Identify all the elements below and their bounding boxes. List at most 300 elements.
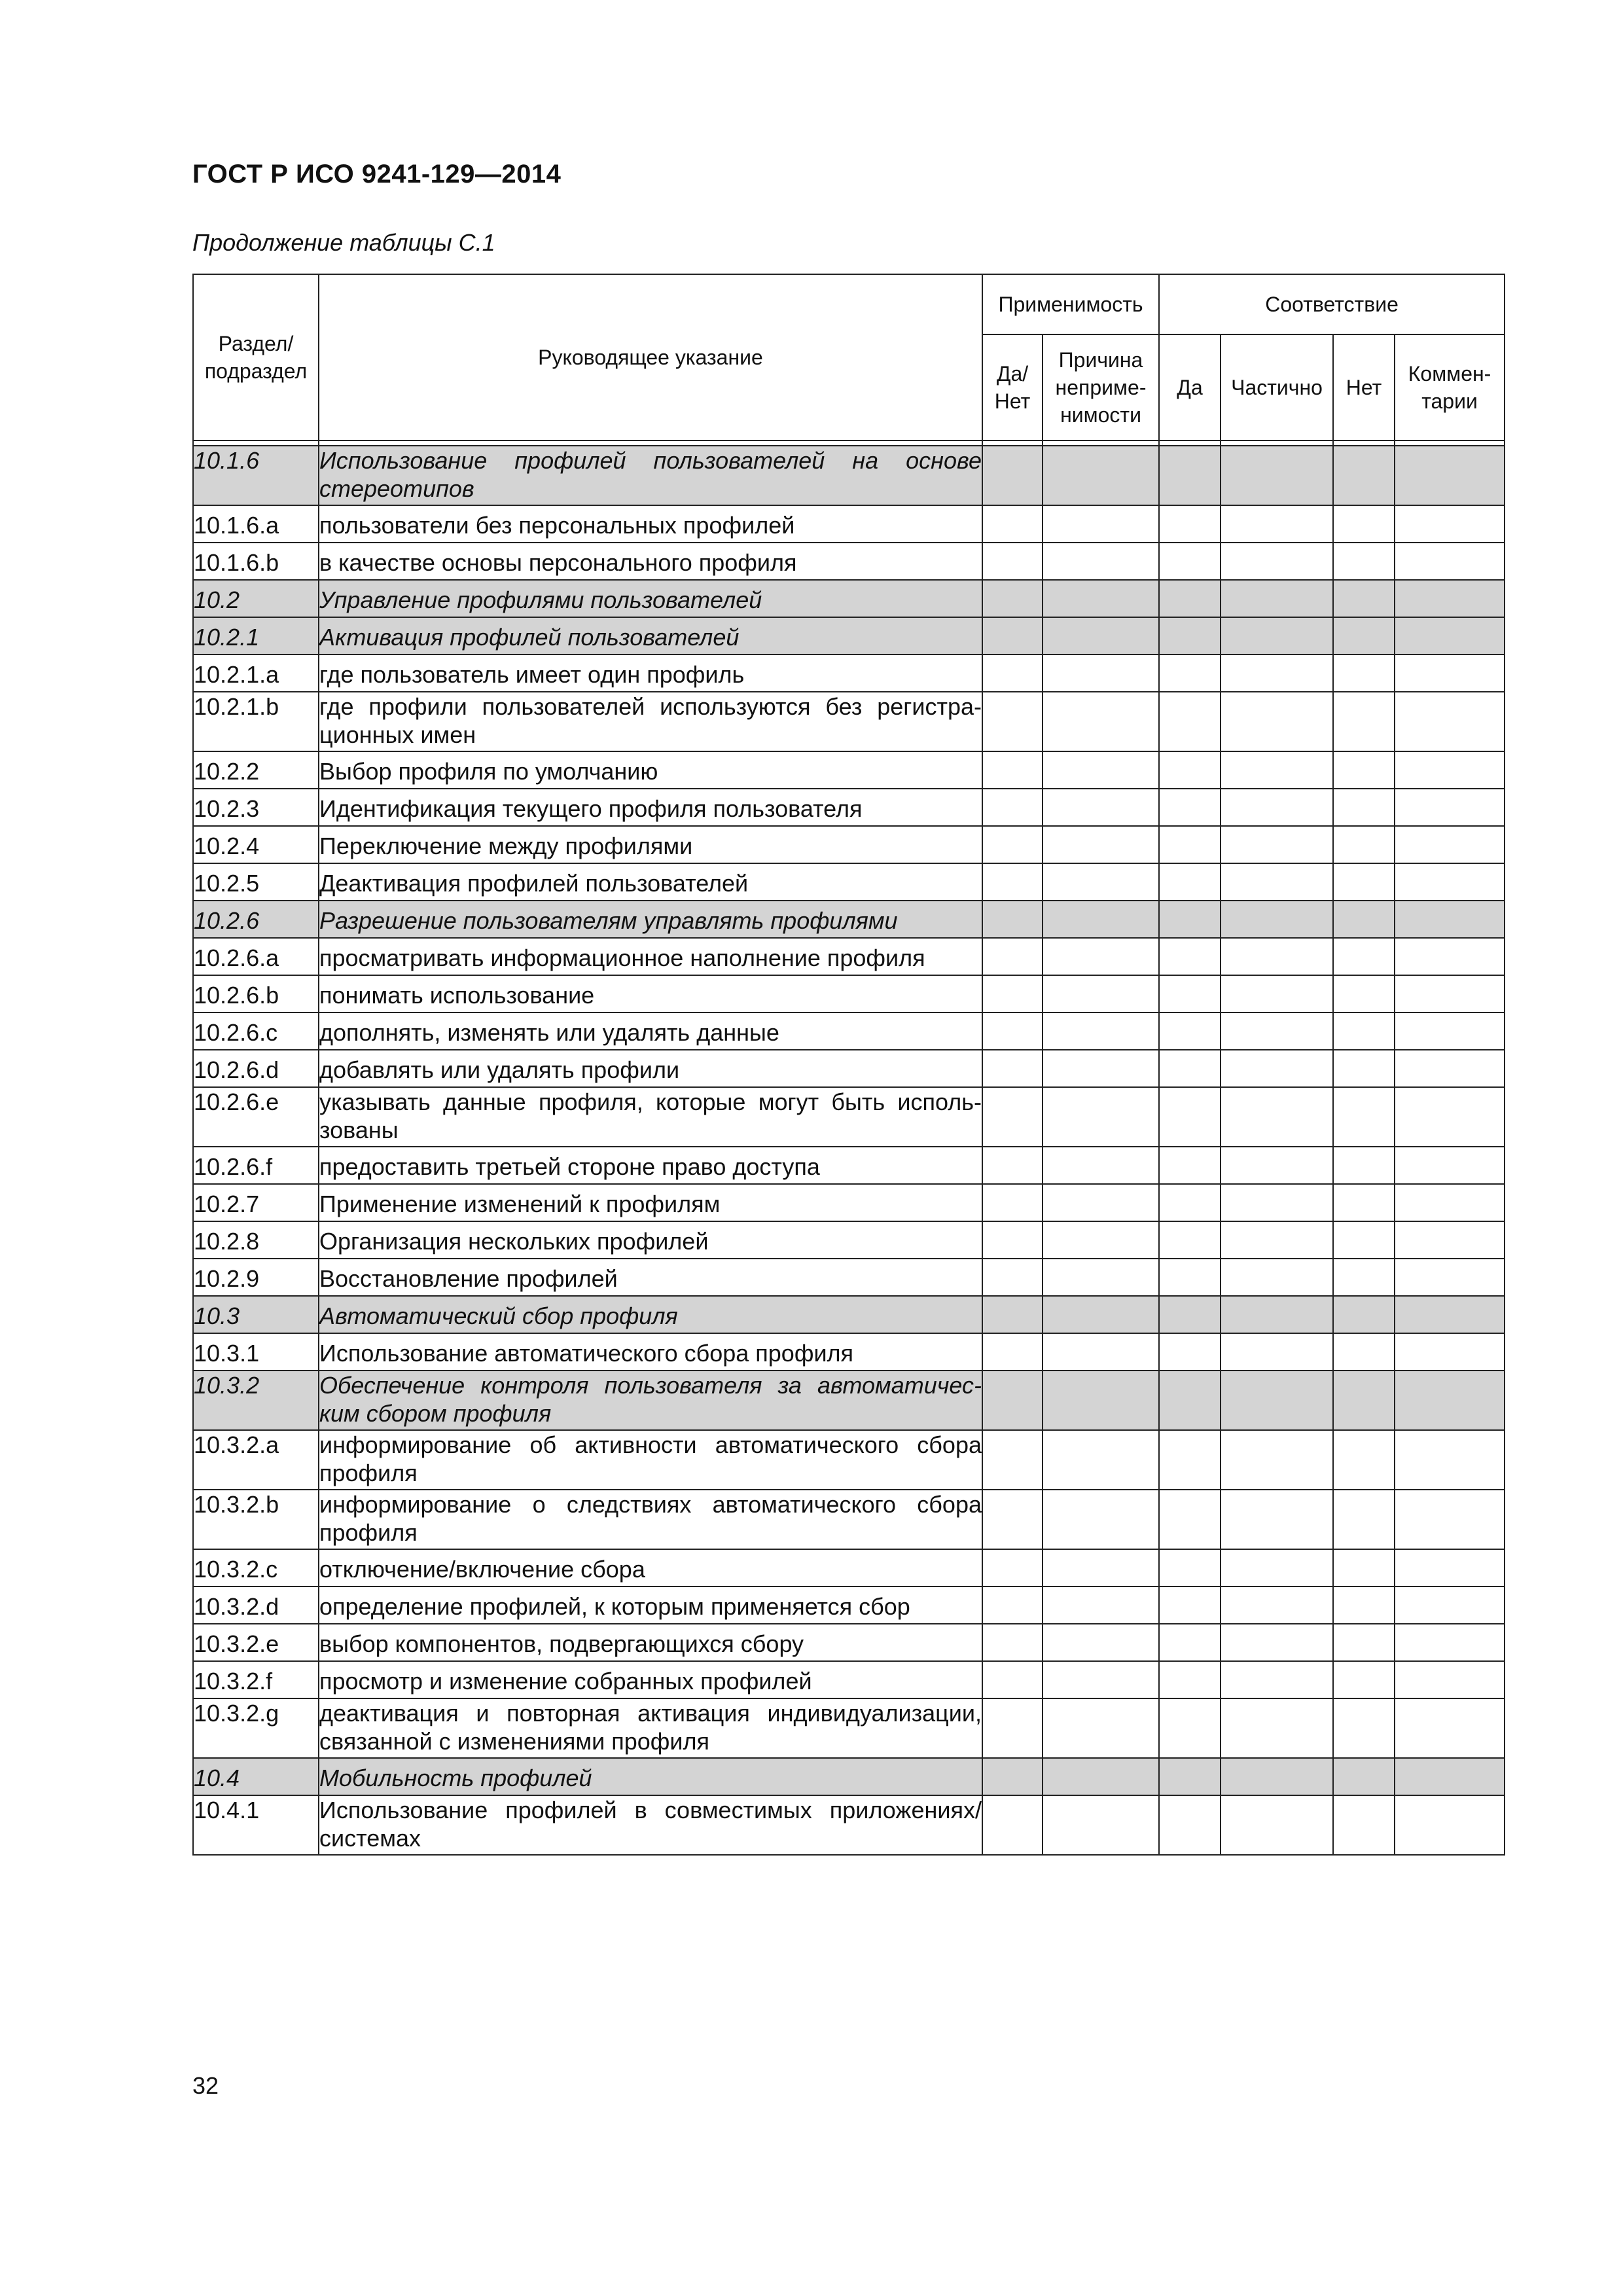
table-row [193,1549,1505,1587]
guidance-text-cell: где пользователь имеет один профиль [319,655,982,692]
column-header-guidance: Руководящее указание [319,274,982,440]
conformance-yes-cell [1159,617,1221,655]
table-row [193,692,1505,751]
conformance-no-cell [1333,543,1395,580]
conformance-partial-cell [1221,1050,1333,1087]
conformance-yes-cell [1159,1184,1221,1221]
comments-cell [1395,1624,1505,1661]
comments-cell [1395,1147,1505,1184]
conformance-no-cell [1333,938,1395,975]
table-row [193,655,1505,692]
section-code-cell: 10.2.1.a [193,655,319,692]
yes-no-cell [982,543,1043,580]
yes-no-cell [982,751,1043,789]
reason-cell [1043,1296,1159,1333]
column-header-partial: Частично [1221,334,1333,440]
comments-cell [1395,1333,1505,1371]
table-row [193,789,1505,826]
section-code-cell: 10.3.2.c [193,1549,319,1587]
guidance-text-cell: Управление профилями пользователей [319,580,982,617]
table-body [193,446,1505,1855]
conformance-no-cell [1333,655,1395,692]
conformance-no-cell [1333,751,1395,789]
table-row [193,863,1505,901]
conformance-no-cell [1333,617,1395,655]
conformance-partial-cell [1221,863,1333,901]
conformance-no-cell [1333,789,1395,826]
guidance-text-cell: выбор компонентов, подвергающихся сбору [319,1624,982,1661]
comments-cell [1395,505,1505,543]
comments-cell [1395,617,1505,655]
conformance-partial-cell [1221,1013,1333,1050]
conformance-partial-cell [1221,1296,1333,1333]
table-row [193,1259,1505,1296]
section-code-cell: 10.1.6.a [193,505,319,543]
conformance-no-cell [1333,1698,1395,1758]
conformance-yes-cell [1159,1013,1221,1050]
comments-cell [1395,789,1505,826]
comments-cell [1395,1661,1505,1698]
section-code-cell: 10.3.2.f [193,1661,319,1698]
column-header-applicability: Применимость [982,274,1159,334]
reason-cell [1043,1371,1159,1430]
guidance-text-cell: Деактивация профилей пользователей [319,863,982,901]
conformance-yes-cell [1159,446,1221,505]
conformance-yes-cell [1159,1587,1221,1624]
section-code-cell: 10.4.1 [193,1795,319,1855]
conformance-yes-cell [1159,655,1221,692]
guidance-text-cell: Выбор профиля по умолчанию [319,751,982,789]
conformance-no-cell [1333,1758,1395,1795]
section-code-cell: 10.1.6 [193,446,319,505]
section-row [193,580,1505,617]
conformance-yes-cell [1159,975,1221,1013]
section-row [193,1296,1505,1333]
guidance-text-cell: Восстановление профилей [319,1259,982,1296]
comments-cell [1395,1758,1505,1795]
conformance-no-cell [1333,1490,1395,1549]
yes-no-cell [982,655,1043,692]
section-code-cell: 10.2.6.a [193,938,319,975]
conformance-no-cell [1333,1184,1395,1221]
reason-cell [1043,1430,1159,1490]
comments-cell [1395,826,1505,863]
yes-no-cell [982,1430,1043,1490]
conformance-yes-cell [1159,1087,1221,1147]
conformance-partial-cell [1221,938,1333,975]
reason-cell [1043,1087,1159,1147]
conformance-yes-cell [1159,1795,1221,1855]
guidance-text-cell: Организация нескольких профилей [319,1221,982,1259]
conformance-partial-cell [1221,1549,1333,1587]
conformance-no-cell [1333,826,1395,863]
conformance-yes-cell [1159,1371,1221,1430]
table-row [193,938,1505,975]
conformance-yes-cell [1159,751,1221,789]
table-row [193,1147,1505,1184]
table-continuation-caption: Продолжение таблицы С.1 [192,229,495,256]
yes-no-cell [982,1795,1043,1855]
section-code-cell: 10.1.6.b [193,543,319,580]
yes-no-cell [982,975,1043,1013]
comments-cell [1395,863,1505,901]
table-row [193,1221,1505,1259]
reason-cell [1043,901,1159,938]
conformance-yes-cell [1159,580,1221,617]
conformance-no-cell [1333,1549,1395,1587]
conformance-yes-cell [1159,1147,1221,1184]
conformance-partial-cell [1221,975,1333,1013]
conformance-no-cell [1333,1587,1395,1624]
conformance-no-cell [1333,975,1395,1013]
yes-no-cell [982,1296,1043,1333]
conformance-partial-cell [1221,505,1333,543]
conformance-yes-cell [1159,1221,1221,1259]
comments-cell [1395,446,1505,505]
conformance-yes-cell [1159,1490,1221,1549]
conformance-partial-cell [1221,789,1333,826]
comments-cell [1395,1087,1505,1147]
conformance-partial-cell [1221,826,1333,863]
column-header-comments: Коммен- тарии [1395,334,1505,440]
reason-cell [1043,1549,1159,1587]
conformance-partial-cell [1221,901,1333,938]
comments-cell [1395,1296,1505,1333]
conformance-partial-cell [1221,1795,1333,1855]
document-title: ГОСТ Р ИСО 9241-129—2014 [192,160,562,188]
conformance-yes-cell [1159,1624,1221,1661]
section-code-cell: 10.2.6.f [193,1147,319,1184]
conformance-partial-cell [1221,1698,1333,1758]
yes-no-cell [982,1333,1043,1371]
comments-cell [1395,1587,1505,1624]
conformance-partial-cell [1221,1184,1333,1221]
guidance-text-cell: отключение/включение сбора [319,1549,982,1587]
reason-cell [1043,446,1159,505]
conformance-no-cell [1333,863,1395,901]
yes-no-cell [982,617,1043,655]
guidance-text-cell: Идентификация текущего профиля пользователя [319,789,982,826]
section-code-cell: 10.2.6.d [193,1050,319,1087]
comments-cell [1395,1221,1505,1259]
comments-cell [1395,1050,1505,1087]
conformance-no-cell [1333,692,1395,751]
conformance-yes-cell [1159,863,1221,901]
guidance-text-cell: Обеспечение контроля пользователя за автоматичес-ким сбором профиля [319,1371,982,1430]
reason-cell [1043,1661,1159,1698]
guidance-text-cell: информирование об активности автоматического сбора профиля [319,1430,982,1490]
section-code-cell: 10.2.8 [193,1221,319,1259]
table-row [193,505,1505,543]
section-code-cell: 10.2.4 [193,826,319,863]
conformance-yes-cell [1159,692,1221,751]
section-code-cell: 10.3.2.b [193,1490,319,1549]
column-header-no: Нет [1333,334,1395,440]
conformance-no-cell [1333,1430,1395,1490]
section-row [193,1371,1505,1430]
conformance-yes-cell [1159,543,1221,580]
reason-cell [1043,1758,1159,1795]
yes-no-cell [982,901,1043,938]
section-code-cell: 10.4 [193,1758,319,1795]
reason-cell [1043,938,1159,975]
yes-no-cell [982,1549,1043,1587]
reason-cell [1043,617,1159,655]
column-header-yes-no: Да/ Нет [982,334,1043,440]
table-row [193,1587,1505,1624]
guidance-text-cell: где профили пользователей используются без регистра-ционных имен [319,692,982,751]
conformance-yes-cell [1159,1050,1221,1087]
conformance-no-cell [1333,1624,1395,1661]
requirements-table [192,274,1505,1856]
comments-cell [1395,1698,1505,1758]
guidance-text-cell: информирование о следствиях автоматического сбора профиля [319,1490,982,1549]
conformance-yes-cell [1159,938,1221,975]
section-row [193,901,1505,938]
reason-cell [1043,863,1159,901]
section-code-cell: 10.3.2.g [193,1698,319,1758]
yes-no-cell [982,826,1043,863]
conformance-partial-cell [1221,580,1333,617]
conformance-partial-cell [1221,1661,1333,1698]
comments-cell [1395,1549,1505,1587]
guidance-text-cell: Автоматический сбор профиля [319,1296,982,1333]
conformance-no-cell [1333,446,1395,505]
comments-cell [1395,1795,1505,1855]
yes-no-cell [982,692,1043,751]
table-row [193,1184,1505,1221]
table-row [193,1624,1505,1661]
section-row [193,1758,1505,1795]
conformance-partial-cell [1221,1758,1333,1795]
section-row [193,446,1505,505]
table-row [193,1490,1505,1549]
reason-cell [1043,1333,1159,1371]
guidance-text-cell: Использование профилей пользователей на основе стереотипов [319,446,982,505]
section-code-cell: 10.3.2.e [193,1624,319,1661]
conformance-no-cell [1333,1795,1395,1855]
yes-no-cell [982,1490,1043,1549]
conformance-no-cell [1333,1661,1395,1698]
reason-cell [1043,751,1159,789]
yes-no-cell [982,789,1043,826]
yes-no-cell [982,1661,1043,1698]
reason-cell [1043,1050,1159,1087]
comments-cell [1395,1259,1505,1296]
comments-cell [1395,1013,1505,1050]
yes-no-cell [982,446,1043,505]
guidance-text-cell: указывать данные профиля, которые могут быть исполь-зованы [319,1087,982,1147]
reason-cell [1043,655,1159,692]
guidance-text-cell: добавлять или удалять профили [319,1050,982,1087]
conformance-yes-cell [1159,1549,1221,1587]
section-code-cell: 10.2.6.c [193,1013,319,1050]
conformance-no-cell [1333,1147,1395,1184]
conformance-no-cell [1333,1259,1395,1296]
conformance-partial-cell [1221,1147,1333,1184]
conformance-partial-cell [1221,1087,1333,1147]
reason-cell [1043,1698,1159,1758]
column-header-section: Раздел/ подраздел [193,274,319,440]
conformance-yes-cell [1159,1296,1221,1333]
table-row [193,1661,1505,1698]
reason-cell [1043,692,1159,751]
conformance-partial-cell [1221,1259,1333,1296]
conformance-yes-cell [1159,1661,1221,1698]
conformance-yes-cell [1159,1698,1221,1758]
section-code-cell: 10.3.2.a [193,1430,319,1490]
reason-cell [1043,826,1159,863]
reason-cell [1043,1490,1159,1549]
guidance-text-cell: дополнять, изменять или удалять данные [319,1013,982,1050]
reason-cell [1043,1184,1159,1221]
conformance-no-cell [1333,580,1395,617]
section-code-cell: 10.3.1 [193,1333,319,1371]
conformance-no-cell [1333,1087,1395,1147]
comments-cell [1395,938,1505,975]
section-code-cell: 10.2.3 [193,789,319,826]
reason-cell [1043,1147,1159,1184]
reason-cell [1043,505,1159,543]
conformance-no-cell [1333,505,1395,543]
comments-cell [1395,580,1505,617]
guidance-text-cell: пользователи без персональных профилей [319,505,982,543]
guidance-text-cell: Активация профилей пользователей [319,617,982,655]
conformance-no-cell [1333,1296,1395,1333]
reason-cell [1043,1259,1159,1296]
section-code-cell: 10.3 [193,1296,319,1333]
yes-no-cell [982,1147,1043,1184]
yes-no-cell [982,1259,1043,1296]
conformance-partial-cell [1221,1430,1333,1490]
conformance-no-cell [1333,1371,1395,1430]
guidance-text-cell: определение профилей, к которым применяется сбор [319,1587,982,1624]
section-code-cell: 10.3.2 [193,1371,319,1430]
table-row [193,1013,1505,1050]
conformance-yes-cell [1159,1333,1221,1371]
column-header-reason: Причина неприме- нимости [1043,334,1159,440]
reason-cell [1043,1795,1159,1855]
yes-no-cell [982,1587,1043,1624]
reason-cell [1043,1221,1159,1259]
conformance-partial-cell [1221,1221,1333,1259]
conformance-yes-cell [1159,826,1221,863]
yes-no-cell [982,580,1043,617]
yes-no-cell [982,1758,1043,1795]
comments-cell [1395,975,1505,1013]
comments-cell [1395,1184,1505,1221]
conformance-partial-cell [1221,446,1333,505]
reason-cell [1043,1587,1159,1624]
table-row [193,1050,1505,1087]
comments-cell [1395,1430,1505,1490]
reason-cell [1043,1013,1159,1050]
conformance-partial-cell [1221,751,1333,789]
conformance-partial-cell [1221,1624,1333,1661]
conformance-partial-cell [1221,543,1333,580]
guidance-text-cell: Переключение между профилями [319,826,982,863]
guidance-text-cell: деактивация и повторная активация индивидуализации, связанной с изменениями профиля [319,1698,982,1758]
yes-no-cell [982,505,1043,543]
yes-no-cell [982,1624,1043,1661]
yes-no-cell [982,863,1043,901]
section-code-cell: 10.2.9 [193,1259,319,1296]
comments-cell [1395,655,1505,692]
yes-no-cell [982,1013,1043,1050]
column-header-yes: Да [1159,334,1221,440]
conformance-yes-cell [1159,1259,1221,1296]
yes-no-cell [982,1371,1043,1430]
conformance-partial-cell [1221,617,1333,655]
comments-cell [1395,1490,1505,1549]
header-separator [193,440,1505,446]
section-code-cell: 10.2.1.b [193,692,319,751]
table-row [193,543,1505,580]
column-header-conformance: Соответствие [1159,274,1505,334]
reason-cell [1043,975,1159,1013]
section-code-cell: 10.2.7 [193,1184,319,1221]
table-row [193,975,1505,1013]
reason-cell [1043,580,1159,617]
yes-no-cell [982,1050,1043,1087]
page-number: 32 [192,2072,219,2099]
conformance-no-cell [1333,1050,1395,1087]
guidance-text-cell: Применение изменений к профилям [319,1184,982,1221]
reason-cell [1043,543,1159,580]
comments-cell [1395,543,1505,580]
yes-no-cell [982,938,1043,975]
conformance-partial-cell [1221,1333,1333,1371]
comments-cell [1395,1371,1505,1430]
table-row [193,1698,1505,1758]
conformance-yes-cell [1159,789,1221,826]
conformance-partial-cell [1221,692,1333,751]
table-row [193,751,1505,789]
conformance-partial-cell [1221,1587,1333,1624]
conformance-partial-cell [1221,1371,1333,1430]
comments-cell [1395,692,1505,751]
section-code-cell: 10.2.5 [193,863,319,901]
table-row [193,1333,1505,1371]
reason-cell [1043,789,1159,826]
conformance-yes-cell [1159,505,1221,543]
guidance-text-cell: Использование профилей в совместимых приложениях/ системах [319,1795,982,1855]
section-code-cell: 10.2.1 [193,617,319,655]
conformance-yes-cell [1159,1430,1221,1490]
table-row [193,1430,1505,1490]
guidance-text-cell: предоставить третьей стороне право доступа [319,1147,982,1184]
table-row [193,1087,1505,1147]
guidance-text-cell: Мобильность профилей [319,1758,982,1795]
conformance-yes-cell [1159,901,1221,938]
conformance-no-cell [1333,901,1395,938]
section-code-cell: 10.2.6.b [193,975,319,1013]
section-code-cell: 10.2.6.e [193,1087,319,1147]
reason-cell [1043,1624,1159,1661]
guidance-text-cell: в качестве основы персонального профиля [319,543,982,580]
guidance-text-cell: Использование автоматического сбора профиля [319,1333,982,1371]
guidance-text-cell: просматривать информационное наполнение профиля [319,938,982,975]
table-row [193,1795,1505,1855]
yes-no-cell [982,1698,1043,1758]
yes-no-cell [982,1184,1043,1221]
comments-cell [1395,751,1505,789]
table-row [193,826,1505,863]
section-row [193,617,1505,655]
guidance-text-cell: просмотр и изменение собранных профилей [319,1661,982,1698]
comments-cell [1395,901,1505,938]
conformance-partial-cell [1221,655,1333,692]
